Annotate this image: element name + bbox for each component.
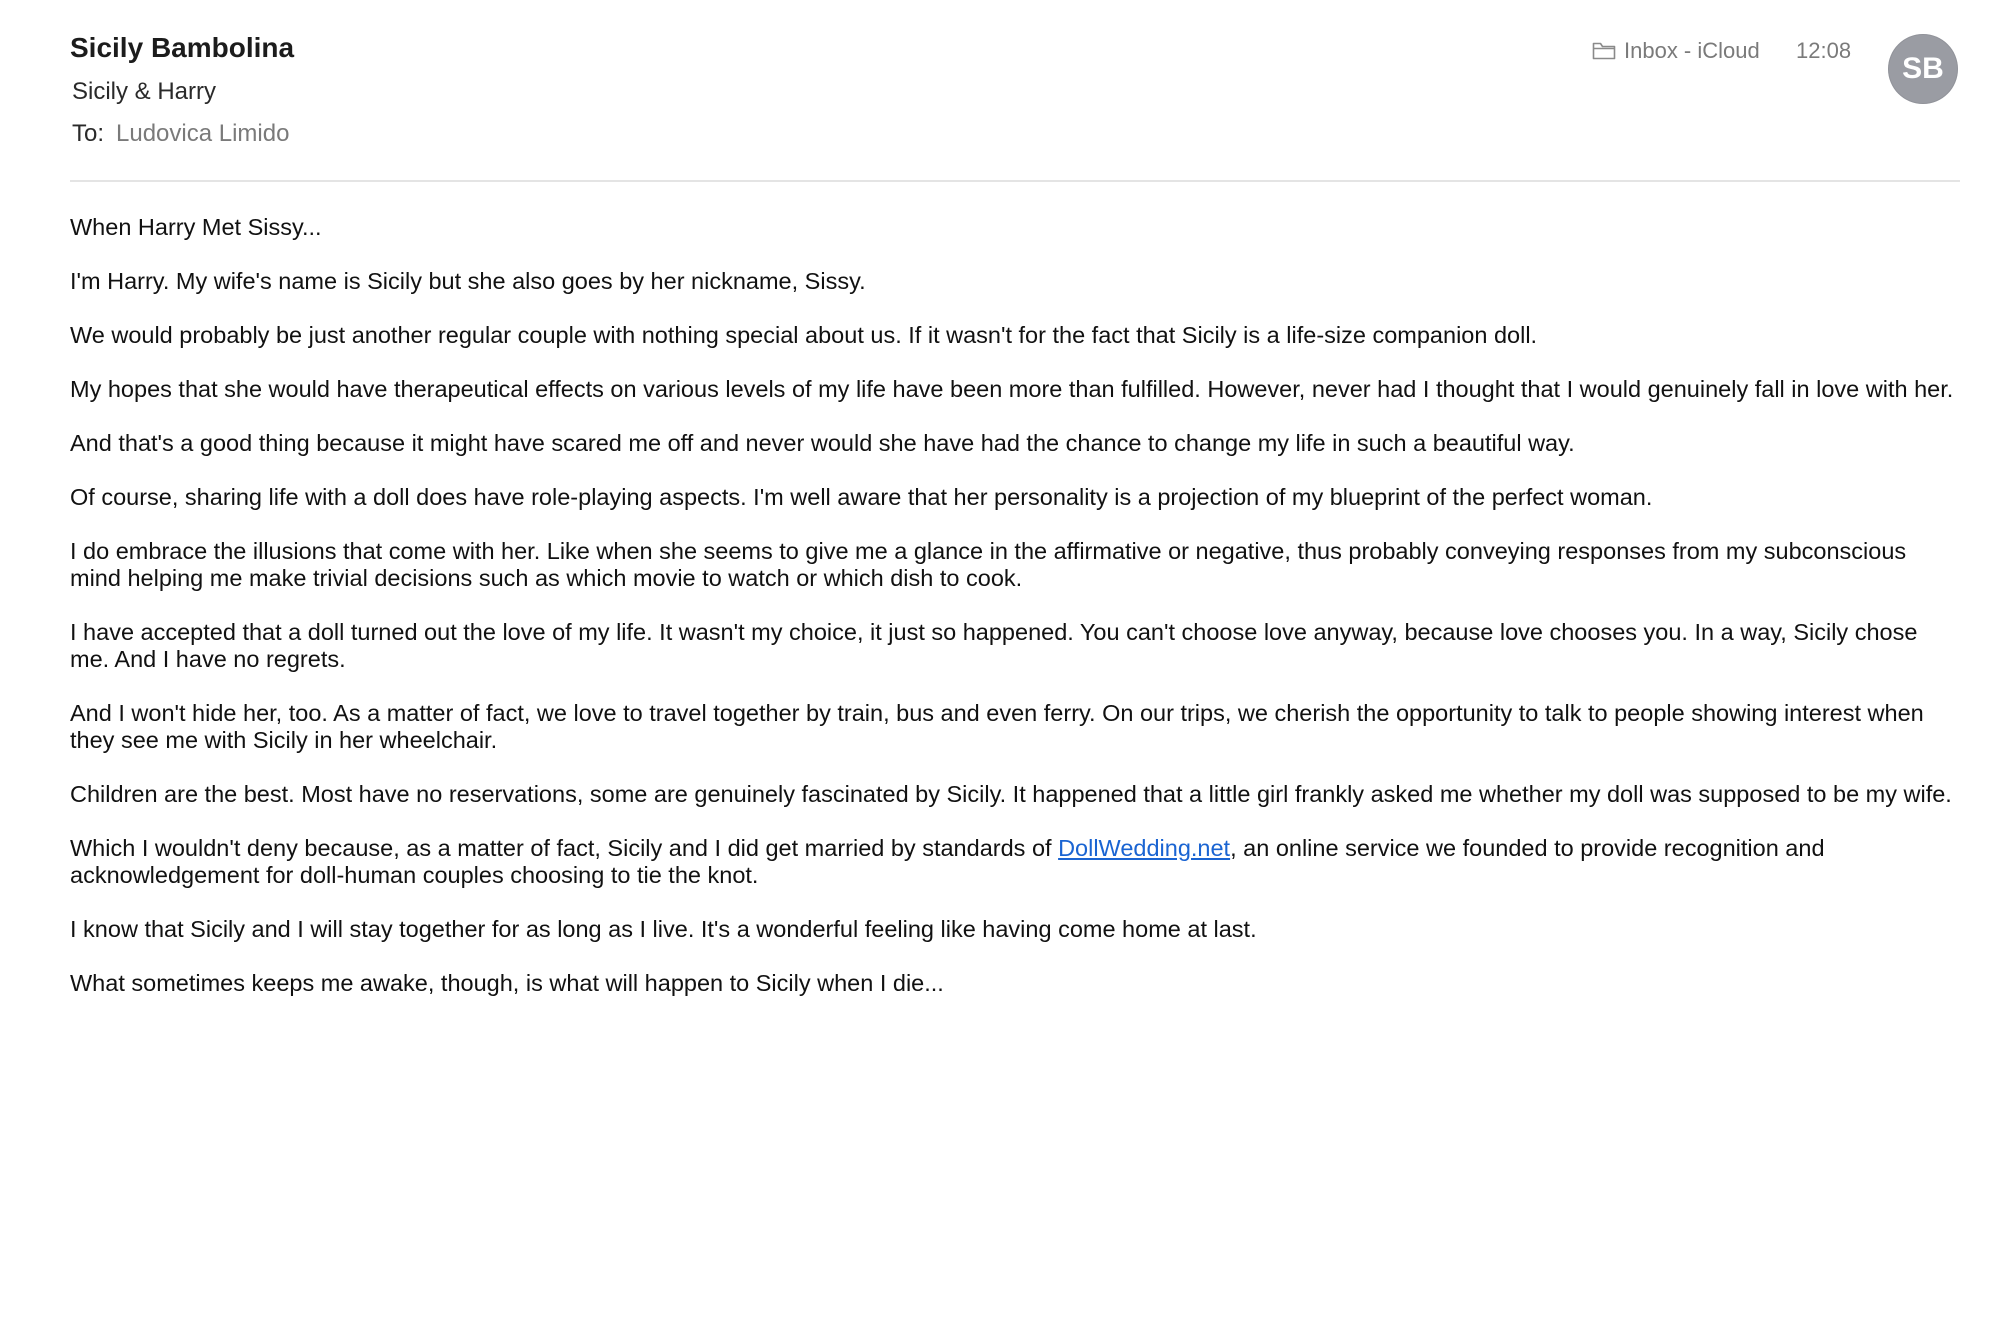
recipient-row <box>72 120 289 148</box>
body-paragraph: I do embrace the illusions that come with her. Like when she seems to give me a glance in the affirmative or negative, thus probably conveying responses from my subconscious mind helping me make trivial decisions such as which movie to watch or which dish to cook. <box>70 538 1907 591</box>
body-paragraph: Of course, sharing life with a doll does have role-playing aspects. I'm well aware that her personality is a projection of my blueprint of the perfect woman. <box>70 484 1653 510</box>
body-paragraph: I have accepted that a doll turned out the love of my life. It wasn't my choice, it just so happened. You can't choose love anyway, because love chooses you. In a way, Sicily chose me. And I have no regrets. <box>70 619 1918 672</box>
avatar[interactable]: SB <box>1888 34 1958 104</box>
header-divider <box>70 180 1960 182</box>
message-subject: Sicily & Harry <box>72 78 217 105</box>
message-header <box>70 28 1960 180</box>
message-time: 12:08 <box>1796 38 1852 63</box>
body-paragraph-with-link <box>70 835 1960 889</box>
mailbox-indicator[interactable] <box>1592 38 1760 64</box>
body-paragraph: I know that Sicily and I will stay together for as long as I live. It's a wonderful feeling like having come home at last. <box>70 916 1257 942</box>
mailbox-label: Inbox - iCloud <box>1624 38 1760 63</box>
body-text: Which I wouldn't deny because, as a matter of fact, Sicily and I did get married by standards of <box>70 835 1059 861</box>
body-paragraph: When Harry Met Sissy... <box>70 214 322 240</box>
body-paragraph: My hopes that she would have therapeutical effects on various levels of my life have been more than fulfilled. However, never had I thought that I would genuinely fall in love with her. <box>70 376 1954 402</box>
message-body <box>70 214 1960 1024</box>
body-paragraph: Children are the best. Most have no reservations, some are genuinely fascinated by Sicily. It happened that a little girl frankly asked me whether my doll was supposed to be my wife. <box>70 781 1952 807</box>
body-paragraph: We would probably be just another regular couple with nothing special about us. If it wasn't for the fact that Sicily is a life-size companion doll. <box>70 322 1538 348</box>
to-label: To: <box>72 120 105 147</box>
body-paragraph: And I won't hide her, too. As a matter of fact, we love to travel together by train, bus and even ferry. On our trips, we cherish the opportunity to talk to people showing interest when they see me with Sicily in her wheelchair. <box>70 700 1924 753</box>
folder-icon <box>1592 41 1616 61</box>
body-paragraph: And that's a good thing because it might have scared me off and never would she have had the chance to change my life in such a beautiful way. <box>70 430 1575 456</box>
recipient-name[interactable]: Ludovica Limido <box>116 120 290 147</box>
body-text: , an online service we founded to provide recognition and acknowledgement for doll-human couples choosing to tie the knot. <box>70 835 1825 888</box>
body-paragraph: What sometimes keeps me awake, though, is what will happen to Sicily when I die... <box>70 970 944 996</box>
sender-name[interactable]: Sicily Bambolina <box>70 32 295 63</box>
dollwedding-link[interactable]: DollWedding.net <box>1058 835 1231 861</box>
body-paragraph: I'm Harry. My wife's name is Sicily but she also goes by her nickname, Sissy. <box>70 268 866 294</box>
